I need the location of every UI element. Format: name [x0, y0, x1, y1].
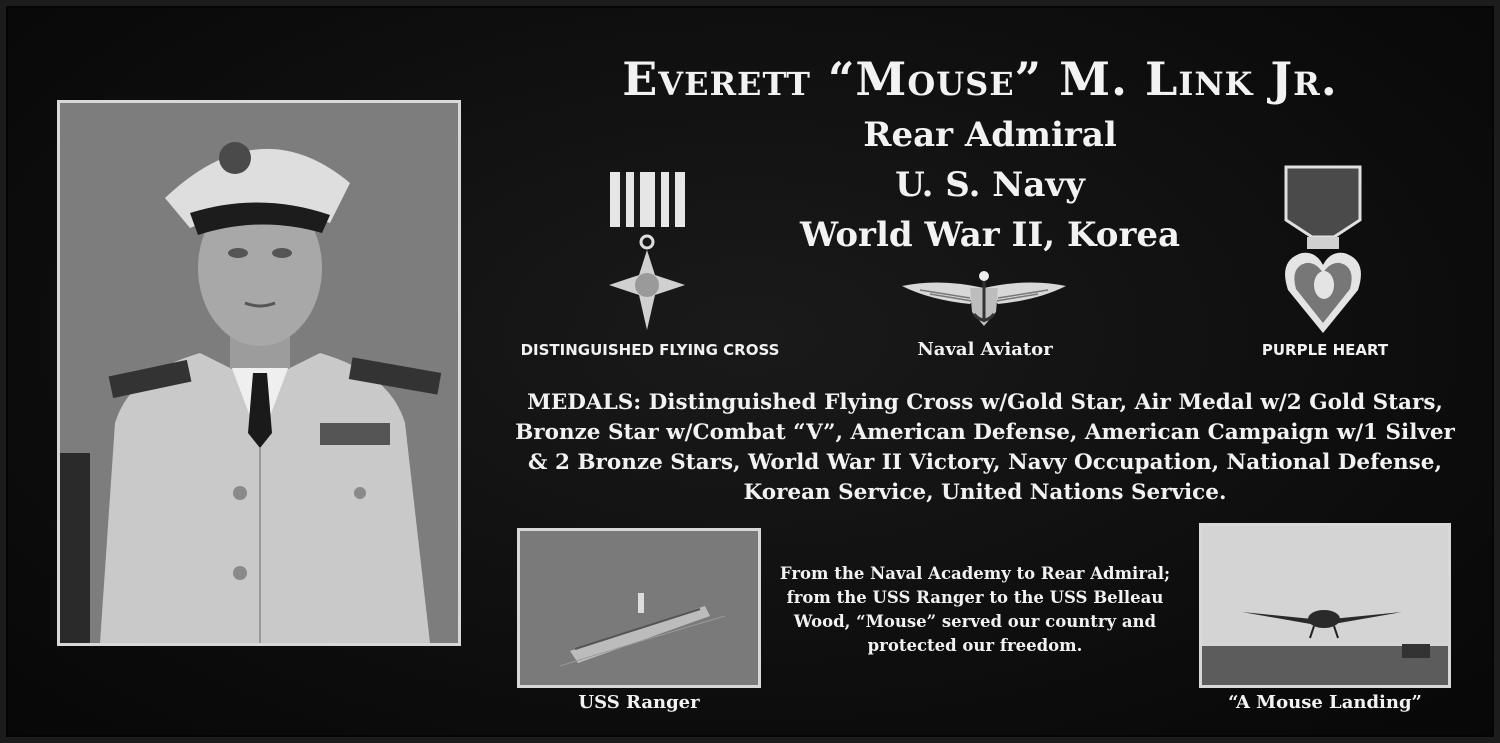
mouse-landing-caption: “A Mouse Landing” [1228, 692, 1422, 713]
service-summary: From the Naval Academy to Rear Admiral; from the USS Ranger to the USS Belleau Wood, “Mouse” served our country and protected our freedom. [779, 564, 1171, 655]
medals-list: MEDALS: Distinguished Flying Cross w/Gold Star, Air Medal w/2 Gold Stars, Bronze Star w/Combat “V”, American Defense, American Campaign w/1 Silver & 2 Bronze Stars, World War II Victory, Navy Occupation, National Defense, Korean Service, United Nations Service. [515, 390, 1455, 505]
uss-ranger-photo [517, 528, 761, 688]
mouse-landing-photo [1199, 523, 1451, 688]
uss-ranger-caption: USS Ranger [578, 692, 700, 713]
service-wars-line: World War II, Korea [799, 215, 1181, 255]
portrait-photo [57, 100, 461, 646]
purple-heart-caption: PURPLE HEART [1261, 341, 1389, 359]
purple-heart-icon [1282, 165, 1364, 335]
naval-aviator-caption: Naval Aviator [917, 339, 1053, 360]
distinguished-flying-cross-icon [600, 170, 695, 335]
rank-line: Rear Admiral [863, 115, 1117, 155]
naval-aviator-wings-icon [900, 268, 1068, 330]
honoree-name: Everett “Mouse” M. Link Jr. [622, 52, 1338, 106]
branch-line: U. S. Navy [895, 165, 1085, 205]
dfc-caption: DISTINGUISHED FLYING CROSS [520, 341, 780, 359]
